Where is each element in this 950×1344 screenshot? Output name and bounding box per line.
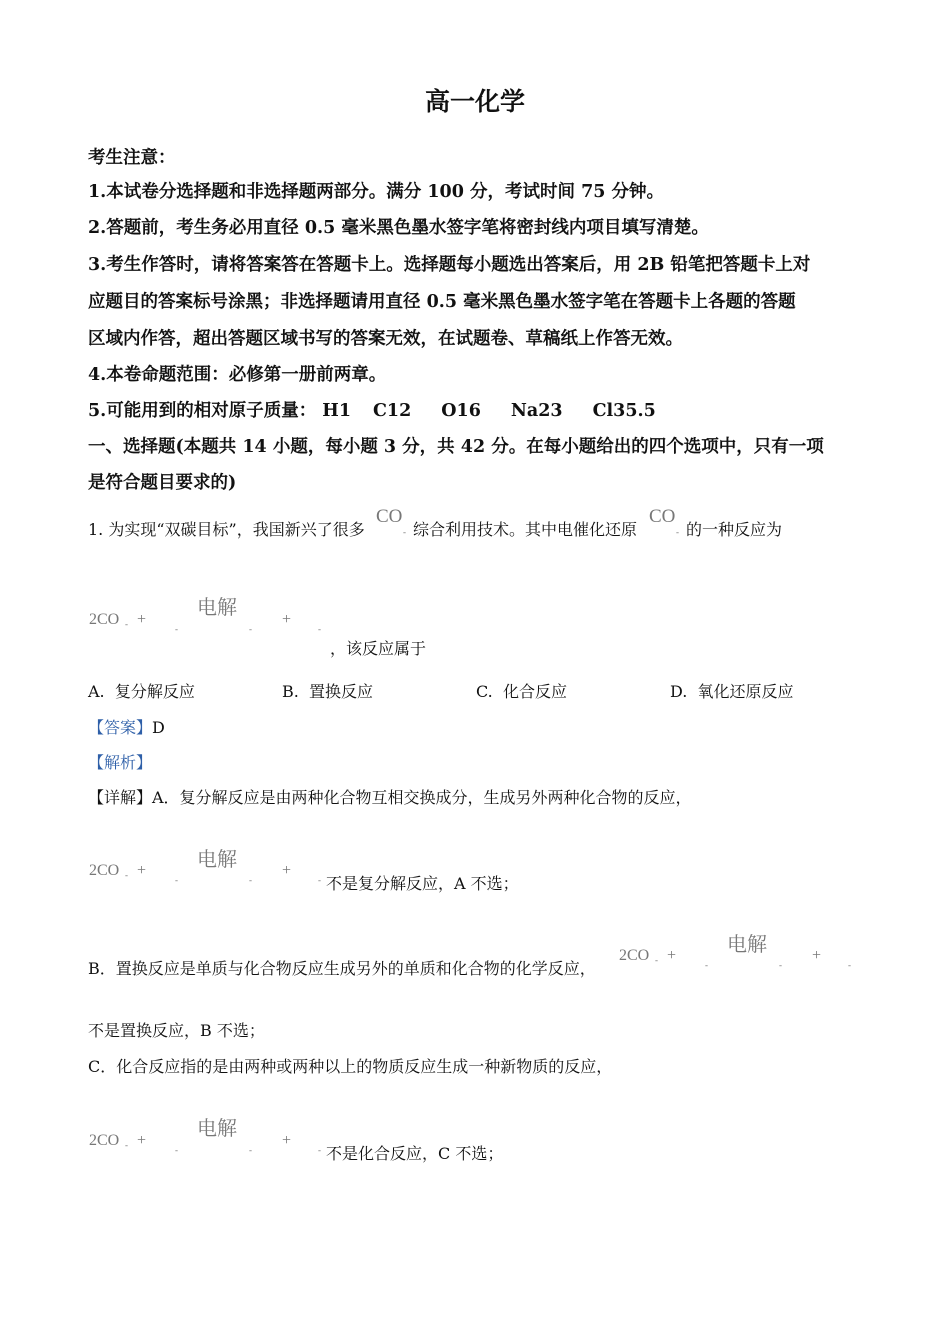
formula-sub: - <box>175 624 178 634</box>
detail-line-1: 【详解】A．复分解反应是由两种化合物互相交换成分，生成另外两种化合物的反应， <box>88 788 692 807</box>
formula-sub: - <box>848 960 851 970</box>
electrolysis-condition: 电解 <box>197 1116 237 1140</box>
formula-2co: 2CO <box>89 862 120 879</box>
formula-plus: + <box>282 862 292 879</box>
option-a-label: A. <box>88 682 105 701</box>
formula-plus: + <box>137 1132 147 1149</box>
formula-sub: - <box>125 870 128 880</box>
section-1-heading-line-1: 一、选择题(本题共 14 小题，每小题 3 分，共 42 分。在每小题给出的四个选项中，只有一项 <box>88 437 824 457</box>
page-title: 高一化学 <box>424 87 525 116</box>
atomic-mass-label: 5.可能用到的相对原子质量： <box>88 401 317 421</box>
formula-sub: - <box>318 875 321 885</box>
atomic-mass-h: H1 <box>322 401 351 421</box>
notice-item-3-line-3: 区域内作答，超出答题区域书写的答案无效，在试题卷、草稿纸上作答无效。 <box>88 329 683 349</box>
question-1-stem-tail: ，该反应属于 <box>330 639 427 658</box>
detail-b-conclusion: 不是置换反应，B 不选； <box>88 1021 265 1040</box>
option-c-label: C. <box>476 682 493 701</box>
option-b-label: B. <box>282 682 299 701</box>
formula-sub: - <box>175 875 178 885</box>
electrolysis-condition: 电解 <box>197 595 237 619</box>
formula-sub: - <box>676 527 679 537</box>
formula-2co: 2CO <box>89 1132 120 1149</box>
option-c <box>476 679 567 702</box>
formula-sub: - <box>125 619 128 629</box>
electrolysis-condition: 电解 <box>197 847 237 871</box>
formula-sub: - <box>403 527 406 537</box>
formula-2co: 2CO <box>619 947 650 964</box>
formula-sub: - <box>249 1145 252 1155</box>
formula-plus: + <box>282 611 292 628</box>
notice-item-5 <box>88 397 656 422</box>
formula-2co: 2CO <box>89 611 120 628</box>
formula-sub: - <box>655 955 658 965</box>
option-d-label: D. <box>670 682 688 701</box>
formula-co-2: CO <box>649 506 676 527</box>
option-d-text: 氧化还原反应 <box>697 682 794 701</box>
formula-plus: + <box>812 947 822 964</box>
notice-item-3-line-1: 3.考生作答时，请将答案答在答题卡上。选择题每小题选出答案后，用 2B 铅笔把答题卡上对 <box>88 255 811 275</box>
formula-sub: - <box>318 1145 321 1155</box>
formula-sub: - <box>125 1140 128 1150</box>
answer-value: D <box>152 718 165 737</box>
notice-heading: 考生注意： <box>88 148 176 168</box>
formula-plus: + <box>137 862 147 879</box>
answer-tag: 【答案】 <box>88 718 153 737</box>
notice-item-1: 1.本试卷分选择题和非选择题两部分。满分 100 分，考试时间 75 分钟。 <box>88 182 665 202</box>
question-1-stem-part-2: 综合利用技术。其中电催化还原 <box>413 520 638 539</box>
formula-sub: - <box>249 875 252 885</box>
formula-sub: - <box>249 624 252 634</box>
notice-item-3-line-2: 应题目的答案标号涂黑；非选择题请用直径 0.5 毫米黑色墨水签字笔在答题卡上各题的答题 <box>88 292 796 312</box>
option-a <box>88 679 195 702</box>
option-b-text: 置换反应 <box>309 682 374 701</box>
detail-c-line: C．化合反应指的是由两种或两种以上的物质反应生成一种新物质的反应， <box>88 1057 613 1076</box>
option-d <box>670 679 794 702</box>
formula-plus: + <box>667 947 677 964</box>
option-c-text: 化合反应 <box>502 682 567 701</box>
formula-co-1: CO <box>376 506 403 527</box>
option-b <box>282 679 373 702</box>
detail-c-conclusion: 不是化合反应，C 不选； <box>326 1144 504 1163</box>
formula-plus: + <box>137 611 147 628</box>
atomic-mass-na: Na23 <box>510 401 563 421</box>
notice-item-4: 4.本卷命题范围：必修第一册前两章。 <box>88 365 387 385</box>
analysis-tag: 【解析】 <box>88 753 153 772</box>
formula-sub: - <box>779 960 782 970</box>
section-1-heading-line-2: 是符合题目要求的) <box>88 473 237 493</box>
answer-line <box>88 715 165 738</box>
detail-b-line: B．置换反应是单质与化合物反应生成另外的单质和化合物的化学反应， <box>88 959 596 978</box>
atomic-mass-c: C12 <box>373 401 412 421</box>
atomic-mass-cl: Cl35.5 <box>592 401 656 421</box>
notice-item-2: 2.答题前，考生务必用直径 0.5 毫米黑色墨水签字笔将密封线内项目填写清楚。 <box>88 218 709 238</box>
electrolysis-condition: 电解 <box>727 932 767 956</box>
question-1-stem-part-1: 1. 为实现“双碳目标”，我国新兴了很多 <box>88 520 365 539</box>
option-a-text: 复分解反应 <box>114 682 195 701</box>
formula-sub: - <box>705 960 708 970</box>
detail-a-conclusion: 不是复分解反应，A 不选； <box>326 874 519 893</box>
formula-plus: + <box>282 1132 292 1149</box>
formula-sub: - <box>318 624 321 634</box>
formula-sub: - <box>175 1145 178 1155</box>
question-1-stem-part-3: 的一种反应为 <box>686 520 783 539</box>
atomic-mass-o: O16 <box>441 401 481 421</box>
